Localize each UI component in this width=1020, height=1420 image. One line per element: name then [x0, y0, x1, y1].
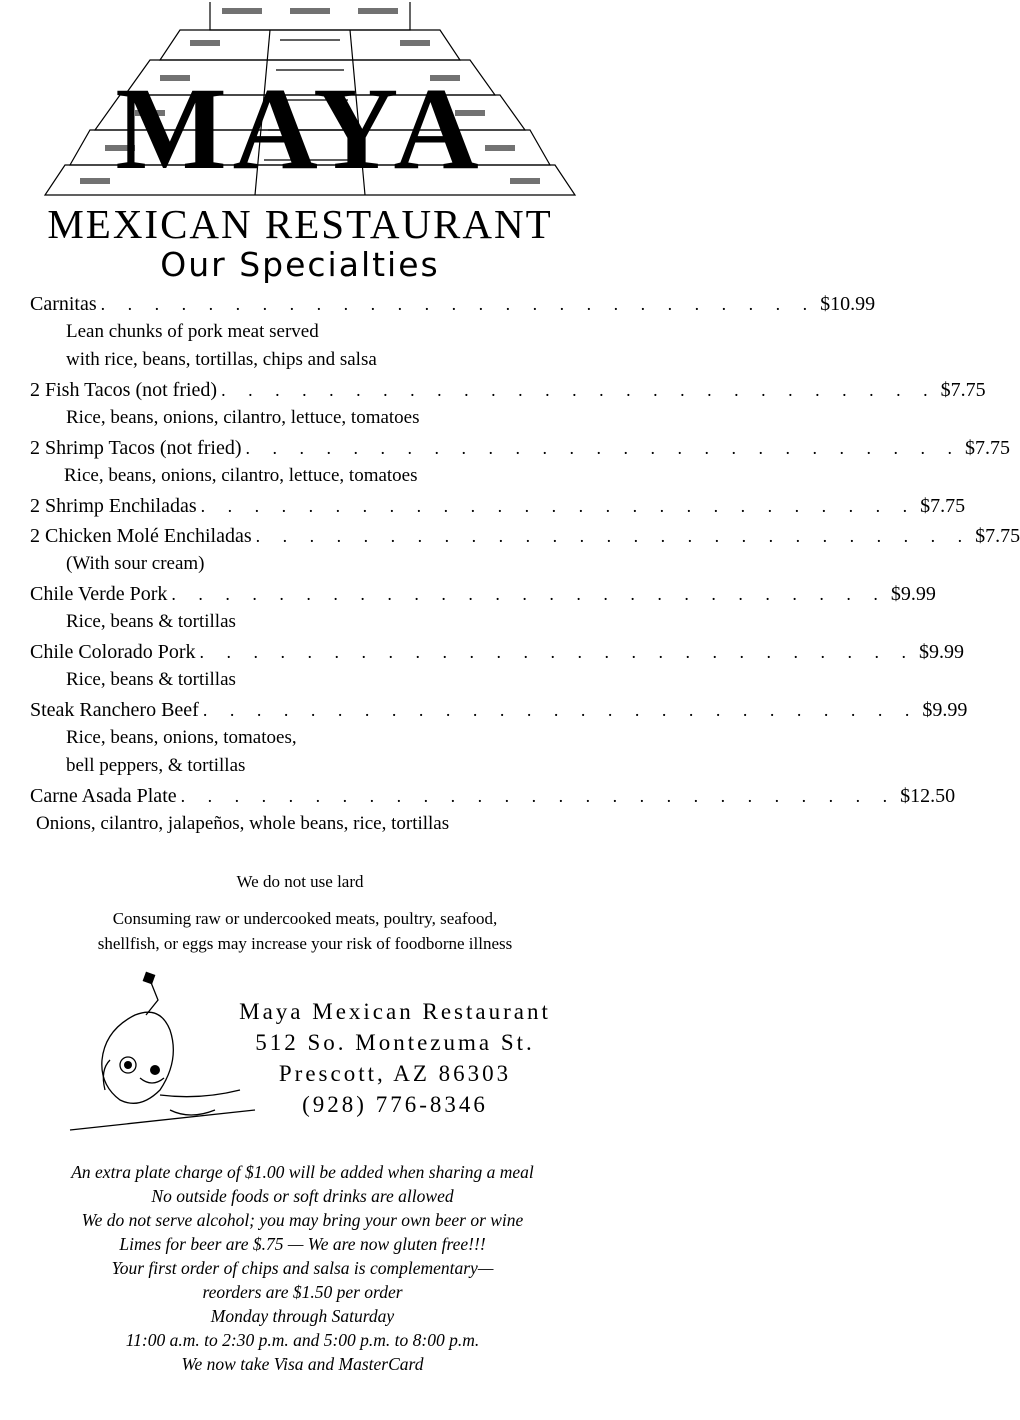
item-description: Rice, beans, onions, cilantro, lettuce, tomatoes: [66, 407, 420, 428]
item-name: 2 Shrimp Tacos (not fried): [30, 437, 242, 459]
menu-list: [30, 290, 1020, 838]
warning-line: shellfish, or eggs may increase your risk of foodborne illness: [97, 934, 513, 953]
item-price: $9.99: [922, 699, 968, 721]
item-price: $7.75: [965, 437, 1011, 459]
item-price: $12.50: [900, 785, 956, 807]
menu-item: [30, 492, 966, 520]
menu-item: [30, 522, 1020, 578]
item-name: Carnitas: [30, 293, 97, 315]
section-title: Our Specialties: [160, 245, 440, 284]
item-description: (With sour cream): [66, 553, 205, 574]
item-description: with rice, beans, tortillas, chips and salsa: [66, 349, 377, 370]
dot-leader: . . . . . . . . . . . . . . . . . . . . . . . . . . .: [180, 786, 897, 806]
item-description: Lean chunks of pork meat served: [66, 321, 319, 342]
note-line: An extra plate charge of $1.00 will be added when sharing a meal: [71, 1162, 534, 1182]
item-description: bell peppers, & tortillas: [66, 755, 246, 776]
dot-leader: . . . . . . . . . . . . . . . . . . . . . . . . . . .: [100, 294, 817, 314]
item-name: 2 Shrimp Enchiladas: [30, 495, 197, 517]
restaurant-subtitle: MEXICAN RESTAURANT: [47, 201, 553, 247]
note-line: Monday through Saturday: [210, 1306, 395, 1326]
city-state-zip: Prescott, AZ 86303: [278, 1061, 512, 1086]
menu-item: [30, 782, 956, 838]
dot-leader: . . . . . . . . . . . . . . . . . . . . . . . . . . .: [221, 380, 937, 400]
menu-item: [30, 434, 1011, 490]
no-lard-note: We do not use lard: [236, 872, 364, 891]
item-description: Rice, beans, onions, tomatoes,: [66, 727, 297, 748]
item-name: Chile Verde Pork: [30, 583, 168, 605]
warning-line: Consuming raw or undercooked meats, poultry, seafood,: [112, 909, 498, 928]
address-block: [200, 996, 590, 1120]
menu-item: [30, 376, 986, 432]
item-name: 2 Fish Tacos (not fried): [30, 379, 218, 401]
item-name: Carne Asada Plate: [30, 785, 177, 807]
dot-leader: . . . . . . . . . . . . . . . . . . . . . . . . . . .: [255, 526, 972, 546]
menu-item: [30, 638, 965, 694]
item-price: $7.75: [975, 525, 1020, 547]
item-description: Rice, beans, onions, cilantro, lettuce, tomatoes: [64, 465, 418, 486]
item-price: $9.99: [919, 641, 965, 663]
note-line: Limes for beer are $.75 — We are now gluten free!!!: [119, 1234, 486, 1254]
item-price: $7.75: [920, 495, 966, 517]
item-price: $7.75: [940, 379, 986, 401]
note-line: We do not serve alcohol; you may bring your own beer or wine: [81, 1210, 524, 1230]
dot-leader: . . . . . . . . . . . . . . . . . . . . . . . . . . .: [202, 700, 919, 720]
food-safety-warning: [20, 906, 590, 956]
note-line: reorders are $1.50 per order: [202, 1282, 403, 1302]
item-name: Steak Ranchero Beef: [30, 699, 199, 721]
policy-notes: [5, 1160, 600, 1376]
item-description: Rice, beans & tortillas: [66, 669, 236, 690]
item-name: 2 Chicken Molé Enchiladas: [30, 525, 252, 547]
note-line: No outside foods or soft drinks are allowed: [151, 1186, 454, 1206]
note-line: 11:00 a.m. to 2:30 p.m. and 5:00 p.m. to 8:00 p.m.: [125, 1330, 480, 1350]
dot-leader: . . . . . . . . . . . . . . . . . . . . . . . . . . .: [200, 496, 917, 516]
item-description: Onions, cilantro, jalapeños, whole beans, rice, tortillas: [36, 813, 450, 834]
dot-leader: . . . . . . . . . . . . . . . . . . . . . . . . . . .: [245, 438, 962, 458]
item-description: Rice, beans & tortillas: [66, 611, 236, 632]
item-price: $10.99: [820, 293, 876, 315]
restaurant-name: Maya Mexican Restaurant: [239, 999, 551, 1024]
menu-item: [30, 290, 876, 374]
item-name: Chile Colorado Pork: [30, 641, 196, 663]
menu-item: [30, 580, 936, 636]
note-line: Your first order of chips and salsa is complementary—: [111, 1258, 494, 1278]
menu-item: [30, 696, 968, 780]
street-address: 512 So. Montezuma St.: [255, 1030, 535, 1055]
brand-logo-text: MAYA: [115, 63, 485, 194]
item-price: $9.99: [890, 583, 936, 605]
phone-number: (928) 776-8346: [302, 1092, 488, 1117]
dot-leader: . . . . . . . . . . . . . . . . . . . . . . . . . . .: [171, 584, 887, 604]
dot-leader: . . . . . . . . . . . . . . . . . . . . . . . . . . .: [199, 642, 916, 662]
note-line: We now take Visa and MasterCard: [181, 1354, 424, 1374]
